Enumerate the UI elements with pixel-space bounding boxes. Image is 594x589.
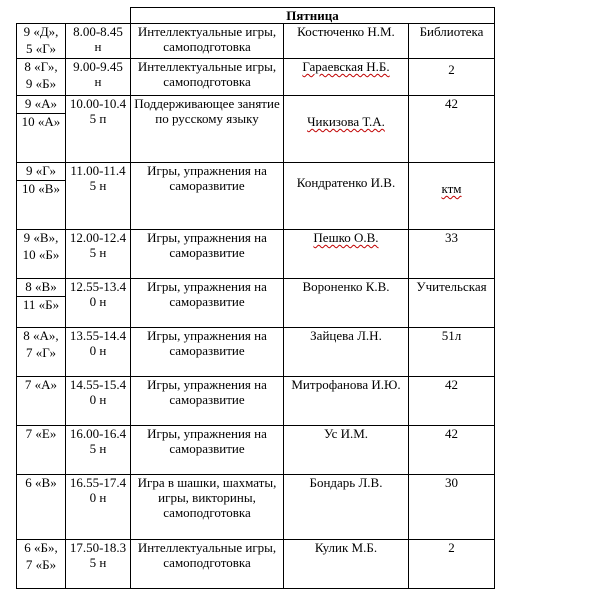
table-row (17, 475, 495, 540)
class-cell (17, 426, 66, 475)
room-label: ктм (441, 181, 462, 196)
class-cell (17, 540, 66, 589)
class-cell (17, 24, 66, 59)
class-label: 6 «В» (25, 475, 57, 490)
class-label: 9 «В», (23, 230, 59, 245)
time-cell (66, 540, 131, 589)
teacher-cell: Зайцева Л.Н. (284, 328, 409, 377)
class-cell (17, 475, 66, 540)
room-cell: 51л (409, 328, 495, 377)
table-row (17, 540, 495, 589)
teacher-cell: Кулик М.Б. (284, 540, 409, 589)
room-cell: 42 (409, 96, 495, 163)
time-cell (66, 24, 131, 59)
class-label: 7 «А» (24, 377, 58, 392)
class-label: 7 «Г» (26, 345, 56, 360)
room-cell: 33 (409, 230, 495, 279)
time-cell (66, 96, 131, 163)
time-label: 10.00-10.45 п (69, 96, 127, 126)
time-label: 12.00-12.45 н (69, 230, 127, 260)
class-label: 10 «Б» (22, 247, 60, 262)
teacher-cell: Ус И.М. (284, 426, 409, 475)
activity-cell: Игры, упражнения на саморазвитие (131, 377, 284, 426)
room-cell: 42 (409, 426, 495, 475)
class-label: 8 «В» (17, 279, 65, 297)
time-cell (66, 230, 131, 279)
time-label: 12.55-13.40 н (69, 279, 127, 309)
teacher-name: Пешко О.В. (313, 230, 379, 245)
time-cell (66, 475, 131, 540)
activity-cell: Поддерживающее занятие по русскому языку (131, 96, 284, 163)
header-blank-cell (17, 8, 131, 24)
class-label: 8 «А», (23, 328, 59, 343)
time-cell (66, 163, 131, 230)
teacher-cell: Митрофанова И.Ю. (284, 377, 409, 426)
activity-cell: Интеллектуальные игры, самоподготовка (131, 540, 284, 589)
room-cell: 2 (409, 59, 495, 96)
room-cell: 30 (409, 475, 495, 540)
class-label: 9 «Б» (25, 76, 57, 91)
time-label: 14.55-15.40 н (69, 377, 127, 407)
teacher-cell (284, 96, 409, 163)
activity-cell: Игры, упражнения на саморазвитие (131, 426, 284, 475)
class-cell (17, 279, 66, 328)
class-cell (17, 230, 66, 279)
activity-cell: Игры, упражнения на саморазвитие (131, 230, 284, 279)
friday-schedule-table (16, 7, 495, 589)
table-row (17, 163, 495, 230)
class-label: 6 «Б», (24, 540, 58, 555)
room-cell: 2 (409, 540, 495, 589)
time-label: 17.50-18.35 н (69, 540, 127, 570)
teacher-name: Гараевская Н.Б. (302, 59, 390, 74)
class-cell (17, 328, 66, 377)
room-cell (409, 163, 495, 230)
table-row (17, 24, 495, 59)
time-cell (66, 426, 131, 475)
time-cell (66, 377, 131, 426)
room-cell: Библиотека (409, 24, 495, 59)
schedule-sheet (16, 7, 495, 589)
class-cell (17, 59, 66, 96)
time-label: 8.00-8.45 н (73, 24, 123, 54)
time-label: 16.55-17.40 н (69, 475, 127, 505)
activity-cell: Интеллектуальные игры, самоподготовка (131, 59, 284, 96)
time-cell (66, 279, 131, 328)
class-label: 7 «Б» (25, 557, 57, 572)
time-cell (66, 328, 131, 377)
table-row (17, 377, 495, 426)
time-label: 13.55-14.40 н (69, 328, 127, 358)
time-cell (66, 59, 131, 96)
time-label: 16.00-16.45 н (69, 426, 127, 456)
class-label: 9 «Г» (17, 163, 65, 181)
class-cell (17, 377, 66, 426)
table-row (17, 96, 495, 163)
teacher-cell: Бондарь Л.В. (284, 475, 409, 540)
class-label: 5 «Г» (26, 41, 56, 56)
activity-cell: Игры, упражнения на саморазвитие (131, 163, 284, 230)
activity-cell: Игры, упражнения на саморазвитие (131, 328, 284, 377)
room-cell: 42 (409, 377, 495, 426)
teacher-cell: Вороненко К.В. (284, 279, 409, 328)
class-cell (17, 96, 66, 163)
class-label: 10 «В» (22, 181, 60, 196)
class-label: 9 «Д», (23, 24, 59, 39)
header-row (17, 8, 495, 24)
table-row (17, 328, 495, 377)
class-label: 8 «Г», (24, 59, 58, 74)
teacher-cell (284, 59, 409, 96)
class-label: 10 «А» (21, 114, 61, 129)
class-cell (17, 163, 66, 230)
teacher-cell: Костюченко Н.М. (284, 24, 409, 59)
table-row (17, 59, 495, 96)
teacher-cell: Кондратенко И.В. (284, 163, 409, 230)
activity-cell: Игра в шашки, шахматы, игры, викторины, самоподготовка (131, 475, 284, 540)
time-label: 11.00-11.45 н (70, 163, 126, 193)
activity-cell: Игры, упражнения на саморазвитие (131, 279, 284, 328)
class-label: 11 «Б» (22, 297, 60, 312)
table-row (17, 279, 495, 328)
class-label: 9 «А» (17, 96, 65, 114)
table-row (17, 230, 495, 279)
room-cell: Учительская (409, 279, 495, 328)
teacher-name: Чикизова Т.А. (307, 114, 385, 129)
teacher-cell (284, 230, 409, 279)
day-header: Пятница (131, 8, 495, 24)
activity-cell: Интеллектуальные игры, самоподготовка (131, 24, 284, 59)
table-row (17, 426, 495, 475)
class-label: 7 «Е» (25, 426, 57, 441)
time-label: 9.00-9.45 н (73, 59, 123, 89)
